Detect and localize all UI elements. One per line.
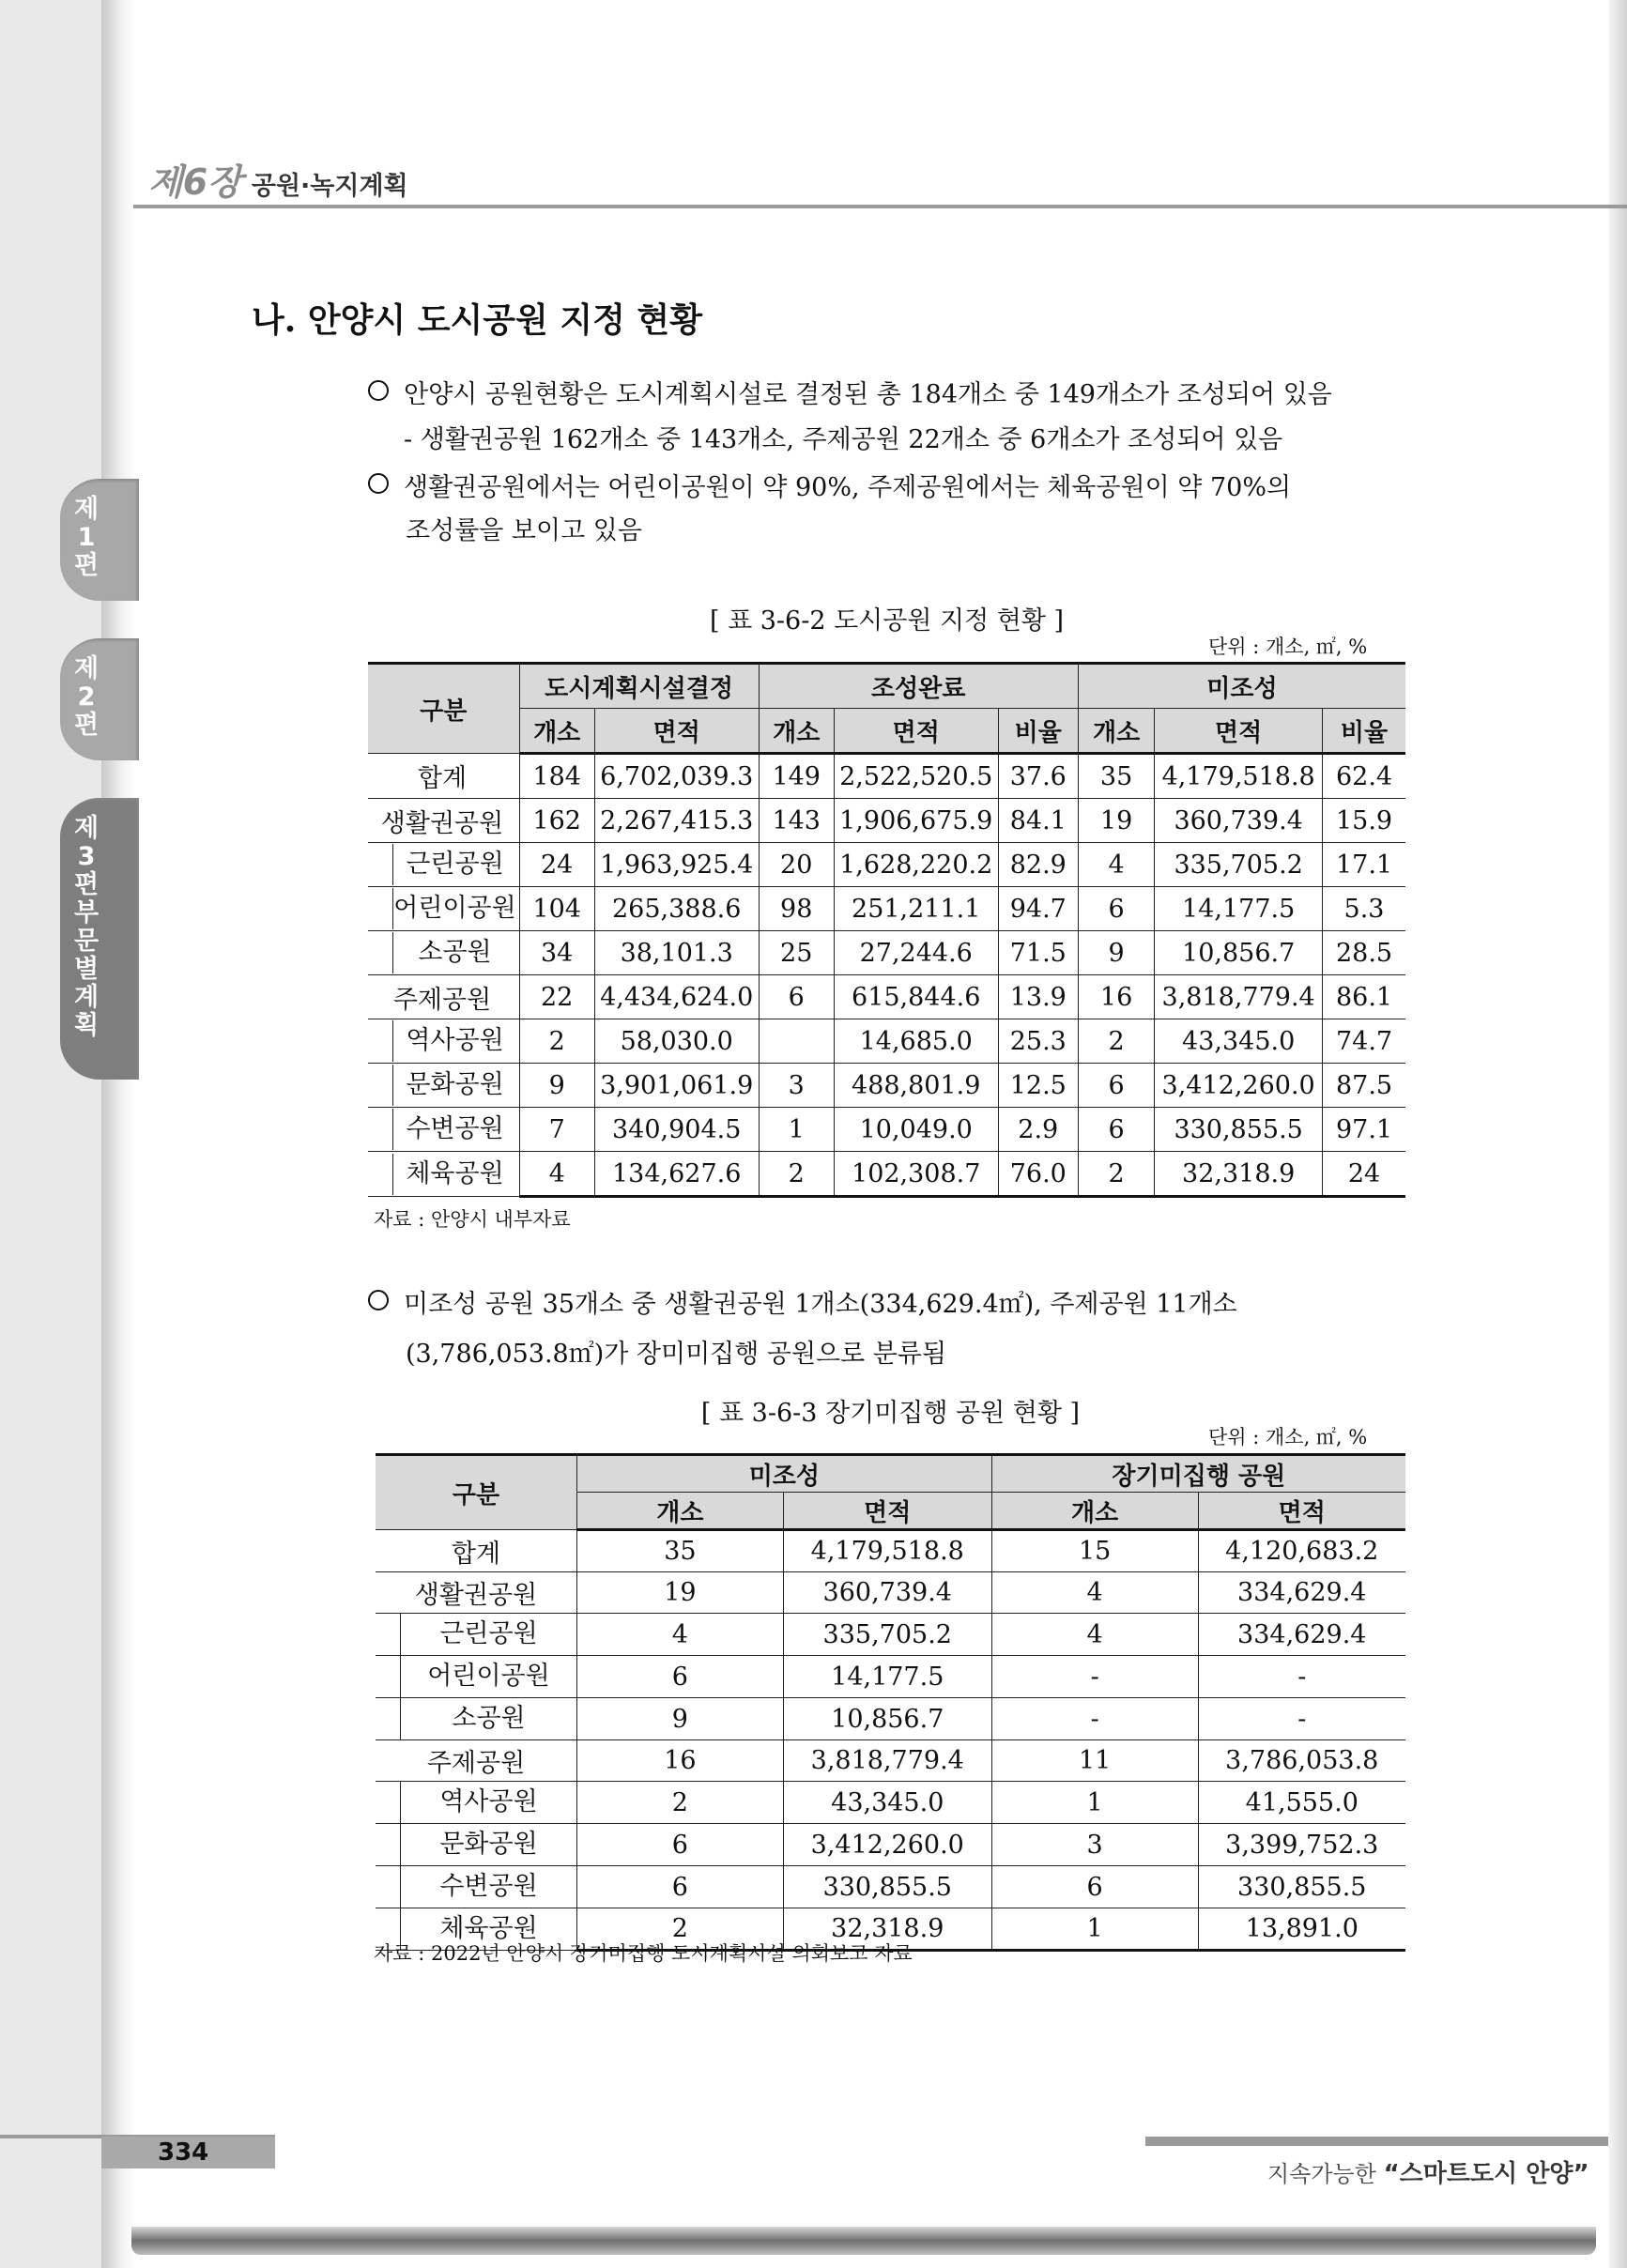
row-label: 체육공원 xyxy=(392,1154,516,1195)
table-cell: 12.5 xyxy=(998,1064,1078,1108)
side-tab-part1[interactable] xyxy=(60,479,139,601)
table-header-cell: 도시계획시설결정 xyxy=(519,664,759,709)
table-cell: 27,244.6 xyxy=(834,931,998,975)
bullet-text: 조성률을 보이고 있음 xyxy=(406,516,642,545)
table-cell: 4,434,624.0 xyxy=(594,975,759,1019)
bullet-continuation xyxy=(406,510,642,546)
table-cell: 74.7 xyxy=(1323,1019,1405,1064)
table-header-cell: 개소 xyxy=(991,1493,1198,1530)
row-label-cell xyxy=(376,1824,577,1866)
table-cell: 84.1 xyxy=(998,799,1078,843)
table-cell: 4 xyxy=(577,1614,784,1656)
row-label: 문화공원 xyxy=(392,1065,516,1106)
row-label-cell xyxy=(368,1019,519,1064)
table-cell: 86.1 xyxy=(1323,975,1405,1019)
table-cell: 334,629.4 xyxy=(1198,1572,1405,1614)
dash-item xyxy=(404,419,1282,455)
footer-brand: “스마트도시 안양” xyxy=(1383,2160,1589,2188)
row-label: 주제공원 xyxy=(426,1749,526,1778)
table-cell: 1,963,925.4 xyxy=(594,843,759,887)
table-cell: 9 xyxy=(519,1064,594,1108)
table-cell: 1,906,675.9 xyxy=(834,799,998,843)
circle-bullet-icon xyxy=(368,473,389,494)
table1-unit: 단위 : 개소, ㎡, % xyxy=(1208,636,1368,658)
table-row xyxy=(368,799,1405,843)
table-cell: 184 xyxy=(519,754,594,799)
table-cell: 43,345.0 xyxy=(783,1782,991,1824)
table-row xyxy=(376,1866,1405,1908)
table2-unit: 단위 : 개소, ㎡, % xyxy=(1208,1426,1368,1448)
row-label-cell xyxy=(368,931,519,975)
row-label: 근린공원 xyxy=(392,844,516,885)
side-tab-label: 제1편 xyxy=(73,495,100,580)
table-cell: - xyxy=(1198,1698,1405,1740)
table-cell: 58,030.0 xyxy=(594,1019,759,1064)
table-cell: 16 xyxy=(577,1740,784,1782)
table-cell: 19 xyxy=(577,1572,784,1614)
table-cell: 9 xyxy=(1078,931,1154,975)
table-header-cell: 개소 xyxy=(577,1493,784,1530)
table-cell: 13,891.0 xyxy=(1198,1908,1405,1951)
table-cell: 43,345.0 xyxy=(1155,1019,1323,1064)
table-cell: 6 xyxy=(577,1656,784,1698)
table-row xyxy=(368,1108,1405,1152)
table-header-cell: 면적 xyxy=(1155,709,1323,754)
table-cell: 265,388.6 xyxy=(594,887,759,931)
table-row xyxy=(376,1572,1405,1614)
table-cell: 3,786,053.8 xyxy=(1198,1740,1405,1782)
chapter-header xyxy=(148,153,408,205)
table-cell: 4,179,518.8 xyxy=(1155,754,1323,799)
row-label: 역사공원 xyxy=(392,1020,516,1062)
table-row xyxy=(368,754,1405,799)
table-row xyxy=(368,1019,1405,1064)
table2-source: 자료 : 2022년 안양시 장기미집행 도시계획시설 의회보고 자료 xyxy=(374,1942,913,1965)
page-bottom-shadow xyxy=(131,2227,1596,2255)
table-cell: 4 xyxy=(519,1152,594,1197)
bullet-text: - 생활권공원 162개소 중 143개소, 주제공원 22개소 중 6개소가 조성되어 있음 xyxy=(404,425,1283,454)
table-cell: 41,555.0 xyxy=(1198,1782,1405,1824)
row-label-cell xyxy=(376,1782,577,1824)
row-label-cell xyxy=(376,1866,577,1908)
table-row xyxy=(368,1064,1405,1108)
side-tab-label: 제3편부문별계획 xyxy=(73,814,100,1040)
table-cell: 3,901,061.9 xyxy=(594,1064,759,1108)
section-title: 나. 안양시 도시공원 지정 현황 xyxy=(252,300,702,340)
table-cell: 330,855.5 xyxy=(783,1866,991,1908)
table-header-cell: 개소 xyxy=(519,709,594,754)
page-number: 334 xyxy=(158,2138,209,2167)
table-row xyxy=(368,887,1405,931)
table-cell: 6,702,039.3 xyxy=(594,754,759,799)
table-cell: - xyxy=(991,1656,1198,1698)
row-label: 근린공원 xyxy=(400,1614,576,1655)
row-label: 소공원 xyxy=(400,1698,576,1739)
table2 xyxy=(376,1453,1405,1952)
bullet-text: (3,786,053.8㎡)가 장미미집행 공원으로 분류됨 xyxy=(406,1340,947,1369)
table-header-cell: 면적 xyxy=(783,1493,991,1530)
table-cell: 2 xyxy=(759,1152,834,1197)
table-cell: 6 xyxy=(577,1866,784,1908)
table-cell: 37.6 xyxy=(998,754,1078,799)
table-cell: 14,685.0 xyxy=(834,1019,998,1064)
table-cell: 82.9 xyxy=(998,843,1078,887)
table-cell: 22 xyxy=(519,975,594,1019)
table-cell: 38,101.3 xyxy=(594,931,759,975)
chapter-number: 제6장 xyxy=(148,161,242,203)
table-cell: 25.3 xyxy=(998,1019,1078,1064)
table-cell: 10,049.0 xyxy=(834,1108,998,1152)
table-header-cell: 개소 xyxy=(1078,709,1154,754)
table-cell: 76.0 xyxy=(998,1152,1078,1197)
table-row xyxy=(376,1530,1405,1572)
table-cell: 5.3 xyxy=(1323,887,1405,931)
table-cell: 330,855.5 xyxy=(1198,1866,1405,1908)
row-label-cell xyxy=(376,1530,577,1572)
table-cell: 3 xyxy=(991,1824,1198,1866)
row-label-cell xyxy=(368,799,519,843)
table-row xyxy=(368,931,1405,975)
table-cell: 9 xyxy=(577,1698,784,1740)
table-cell: 335,705.2 xyxy=(783,1614,991,1656)
table-cell: 1,628,220.2 xyxy=(834,843,998,887)
table-cell: - xyxy=(1198,1656,1405,1698)
row-label: 수변공원 xyxy=(400,1866,576,1908)
row-label-cell xyxy=(368,887,519,931)
table-cell: 1 xyxy=(991,1782,1198,1824)
row-label: 소공원 xyxy=(392,932,516,973)
table-cell: 2,522,520.5 xyxy=(834,754,998,799)
table-cell: 14,177.5 xyxy=(1155,887,1323,931)
table-cell: 6 xyxy=(577,1824,784,1866)
table-cell: 1 xyxy=(759,1108,834,1152)
table-header-cell: 조성완료 xyxy=(759,664,1078,709)
table-header-cell: 비율 xyxy=(1323,709,1405,754)
table-row xyxy=(376,1656,1405,1698)
table-cell: 14,177.5 xyxy=(783,1656,991,1698)
side-tab-label: 제2편 xyxy=(73,654,100,740)
side-tab-part2[interactable] xyxy=(60,638,139,760)
table-cell: 251,211.1 xyxy=(834,887,998,931)
table-header-cell: 면적 xyxy=(834,709,998,754)
table2-caption: [ 표 3-6-3 장기미집행 공원 현황 ] xyxy=(700,1399,1081,1428)
table-cell: 335,705.2 xyxy=(1155,843,1323,887)
table-row xyxy=(376,1782,1405,1824)
header-rule xyxy=(133,205,1627,208)
table-cell: 28.5 xyxy=(1323,931,1405,975)
row-label-cell xyxy=(376,1614,577,1656)
table-cell: 10,856.7 xyxy=(783,1698,991,1740)
table-cell: 4,120,683.2 xyxy=(1198,1530,1405,1572)
row-label-cell xyxy=(368,975,519,1019)
table-cell: 488,801.9 xyxy=(834,1064,998,1108)
table-cell: 162 xyxy=(519,799,594,843)
row-label-cell xyxy=(368,1152,519,1197)
table-cell: 15 xyxy=(991,1530,1198,1572)
table-row xyxy=(368,975,1405,1019)
table-cell: 2,267,415.3 xyxy=(594,799,759,843)
table-cell: 3 xyxy=(759,1064,834,1108)
table-cell: 24 xyxy=(1323,1152,1405,1197)
row-label: 주제공원 xyxy=(392,985,492,1015)
circle-bullet-icon xyxy=(368,1290,389,1310)
row-label: 어린이공원 xyxy=(400,1656,576,1697)
table-cell: 13.9 xyxy=(998,975,1078,1019)
table-cell: 134,627.6 xyxy=(594,1152,759,1197)
table-cell: 25 xyxy=(759,931,834,975)
table-header-cell: 구분 xyxy=(368,664,519,754)
table-cell: 20 xyxy=(759,843,834,887)
table-cell: 32,318.9 xyxy=(1155,1152,1323,1197)
row-label-cell xyxy=(368,1064,519,1108)
table-cell: 7 xyxy=(519,1108,594,1152)
circle-bullet-icon xyxy=(368,380,389,401)
bullet-item xyxy=(368,467,1291,503)
table-cell: 102,308.7 xyxy=(834,1152,998,1197)
bullet-text: 미조성 공원 35개소 중 생활권공원 1개소(334,629.4㎡), 주제공원 11개소 xyxy=(404,1290,1237,1319)
table-cell: 11 xyxy=(991,1740,1198,1782)
row-label: 합계 xyxy=(451,1539,501,1569)
table-cell: 360,739.4 xyxy=(1155,799,1323,843)
table-cell: 615,844.6 xyxy=(834,975,998,1019)
row-label: 합계 xyxy=(417,764,468,793)
table-cell: 10,856.7 xyxy=(1155,931,1323,975)
table2-group-header-row xyxy=(376,1455,1405,1493)
table-cell: 3,818,779.4 xyxy=(783,1740,991,1782)
table-cell: 35 xyxy=(577,1530,784,1572)
table-cell: 87.5 xyxy=(1323,1064,1405,1108)
bullet-text: 안양시 공원현황은 도시계획시설로 결정된 총 184개소 중 149개소가 조성되어 있음 xyxy=(404,380,1332,409)
table1-group-header-row xyxy=(368,664,1405,709)
table-cell: 34 xyxy=(519,931,594,975)
table-cell: 360,739.4 xyxy=(783,1572,991,1614)
table-cell: 330,855.5 xyxy=(1155,1108,1323,1152)
row-label: 체육공원 xyxy=(400,1908,576,1950)
table-cell: 334,629.4 xyxy=(1198,1614,1405,1656)
row-label-cell xyxy=(376,1698,577,1740)
table-cell: 2 xyxy=(577,1782,784,1824)
table-cell: 6 xyxy=(1078,1108,1154,1152)
table-cell: 15.9 xyxy=(1323,799,1405,843)
table-cell: 94.7 xyxy=(998,887,1078,931)
bullet-item xyxy=(368,1283,1237,1320)
table-header-cell: 면적 xyxy=(594,709,759,754)
row-label-cell xyxy=(368,754,519,799)
table-cell: 4,179,518.8 xyxy=(783,1530,991,1572)
table-row xyxy=(376,1824,1405,1866)
table-header-cell: 면적 xyxy=(1198,1493,1405,1530)
bullet-continuation xyxy=(406,1333,946,1370)
table1-sub-header-row xyxy=(368,709,1405,754)
table-cell: 104 xyxy=(519,887,594,931)
page-edge-left xyxy=(101,0,135,2268)
table-cell: 24 xyxy=(519,843,594,887)
footer-rule-right xyxy=(1145,2137,1608,2146)
table-header-cell: 개소 xyxy=(759,709,834,754)
table-cell: 6 xyxy=(1078,1064,1154,1108)
bullet-item xyxy=(368,374,1332,410)
table-cell: 3,818,779.4 xyxy=(1155,975,1323,1019)
table-cell: 6 xyxy=(759,975,834,1019)
table-cell: 4 xyxy=(1078,843,1154,887)
bullet-text: 생활권공원에서는 어린이공원이 약 90%, 주제공원에서는 체육공원이 약 70%의 xyxy=(404,473,1292,502)
table-cell: 2 xyxy=(519,1019,594,1064)
table-header-cell: 미조성 xyxy=(1078,664,1405,709)
table-cell: 16 xyxy=(1078,975,1154,1019)
table-cell: 3,412,260.0 xyxy=(1155,1064,1323,1108)
table-cell: 17.1 xyxy=(1323,843,1405,887)
table-row xyxy=(368,843,1405,887)
table-cell: 2 xyxy=(1078,1019,1154,1064)
table-row xyxy=(376,1614,1405,1656)
row-label: 역사공원 xyxy=(400,1782,576,1823)
table-cell xyxy=(759,1019,834,1064)
page-edge-right xyxy=(1608,0,1627,2268)
table-cell: 2.9 xyxy=(998,1108,1078,1152)
table-cell: 35 xyxy=(1078,754,1154,799)
table-row xyxy=(376,1698,1405,1740)
table-cell: - xyxy=(991,1698,1198,1740)
footer-prefix: 지속가능한 xyxy=(1267,2161,1376,2187)
table-cell: 143 xyxy=(759,799,834,843)
row-label: 생활권공원 xyxy=(414,1581,538,1610)
table-cell: 2 xyxy=(577,1908,784,1951)
row-label: 문화공원 xyxy=(400,1824,576,1865)
table-header-cell: 장기미집행 공원 xyxy=(991,1455,1405,1493)
table1-caption: [ 표 3-6-2 도시공원 지정 현황 ] xyxy=(709,606,1065,636)
table-header-cell: 미조성 xyxy=(577,1455,992,1493)
row-label: 생활권공원 xyxy=(380,808,504,838)
row-label: 어린이공원 xyxy=(392,888,516,929)
table-cell: 2 xyxy=(1078,1152,1154,1197)
table-cell: 98 xyxy=(759,887,834,931)
row-label-cell xyxy=(376,1656,577,1698)
table-cell: 149 xyxy=(759,754,834,799)
footer-title xyxy=(1267,2154,1589,2189)
table-row xyxy=(368,1152,1405,1197)
row-label-cell xyxy=(368,1108,519,1152)
table-cell: 3,412,260.0 xyxy=(783,1824,991,1866)
row-label-cell xyxy=(376,1740,577,1782)
table-cell: 32,318.9 xyxy=(783,1908,991,1951)
table-header-cell: 구분 xyxy=(376,1455,577,1530)
table-cell: 4 xyxy=(991,1572,1198,1614)
table-cell: 3,399,752.3 xyxy=(1198,1824,1405,1866)
table-cell: 1 xyxy=(991,1908,1198,1951)
table1-source: 자료 : 안양시 내부자료 xyxy=(374,1208,571,1231)
table-cell: 97.1 xyxy=(1323,1108,1405,1152)
row-label-cell xyxy=(376,1572,577,1614)
table-cell: 71.5 xyxy=(998,931,1078,975)
table-cell: 6 xyxy=(991,1866,1198,1908)
row-label-cell xyxy=(368,843,519,887)
table-cell: 340,904.5 xyxy=(594,1108,759,1152)
row-label: 수변공원 xyxy=(392,1109,516,1150)
table-cell: 6 xyxy=(1078,887,1154,931)
table-row xyxy=(376,1740,1405,1782)
table-cell: 19 xyxy=(1078,799,1154,843)
table-cell: 4 xyxy=(991,1614,1198,1656)
table1 xyxy=(368,662,1405,1198)
table-header-cell: 비율 xyxy=(998,709,1078,754)
chapter-title: 공원·녹지계획 xyxy=(251,172,408,201)
side-tab-part3[interactable] xyxy=(60,798,139,1080)
table-cell: 62.4 xyxy=(1323,754,1405,799)
